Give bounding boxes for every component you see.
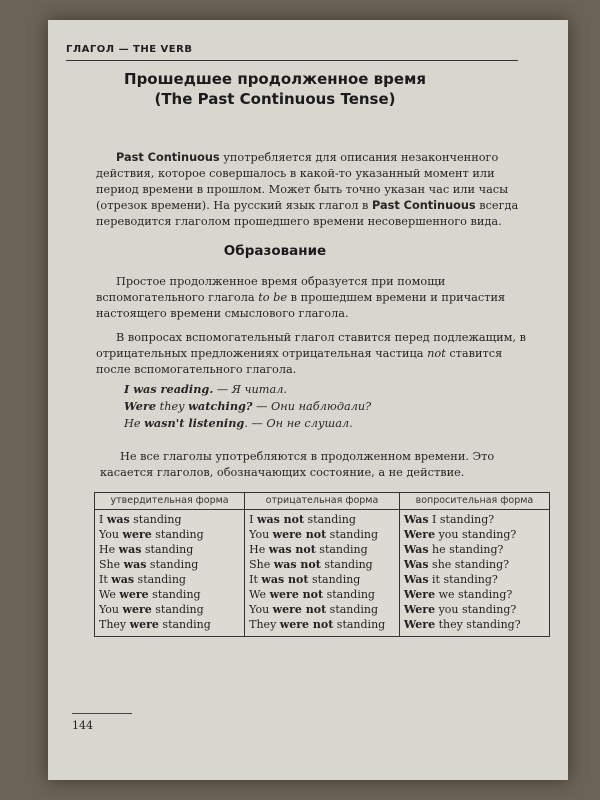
auxiliary-verb: was: [118, 543, 142, 556]
formation-not: not: [427, 347, 446, 360]
auxiliary-verb: was: [123, 558, 147, 571]
auxiliary-verb: Was: [403, 513, 429, 526]
auxiliary-verb: Were: [403, 588, 436, 601]
example-3-subject: He: [124, 417, 145, 430]
interrogative-row: [404, 512, 545, 527]
interrogative-column: [399, 510, 549, 637]
intro-text-1: употребляется для описания незаконченного действия, которое совершалось в какой-то указанный момент или период времени в прошлом. Может быть точно указан час или часы (отрезок времени). На русский язык глагол в: [96, 151, 509, 212]
rest: he standing?: [428, 543, 504, 556]
rest: standing: [320, 558, 373, 571]
rest: I standing?: [428, 513, 495, 526]
auxiliary-verb: Were: [403, 528, 436, 541]
rest: standing: [304, 513, 356, 526]
example-2-aux: Were: [124, 399, 157, 413]
interrogative-row: [404, 542, 545, 557]
auxiliary-verb: were: [119, 588, 149, 601]
affirmative-row: [99, 617, 240, 632]
rest: standing: [151, 603, 204, 616]
auxiliary-verb: Was: [403, 573, 429, 586]
subject: They: [249, 618, 280, 631]
auxiliary-verb: were: [122, 603, 152, 616]
rest: standing: [326, 603, 379, 616]
rest: standing: [151, 528, 204, 541]
subject: It: [249, 573, 262, 586]
rest: standing: [141, 543, 194, 556]
affirmative-row: [99, 602, 240, 617]
negative-column: [245, 510, 400, 637]
interrogative-row: [404, 572, 545, 587]
header-affirmative: утвердительная форма: [95, 493, 245, 510]
auxiliary-verb: was not: [273, 558, 321, 571]
negative-row: [249, 542, 395, 557]
table-header-row: [95, 493, 550, 510]
subject: We: [249, 588, 270, 601]
affirmative-column: [95, 510, 245, 637]
page-title-english: (The Past Continuous Tense): [154, 90, 396, 108]
negative-row: [249, 617, 395, 632]
negative-row: [249, 512, 395, 527]
affirmative-row: [99, 512, 240, 527]
example-3: [124, 415, 353, 432]
auxiliary-verb: Were: [403, 603, 436, 616]
interrogative-row: [404, 527, 545, 542]
auxiliary-verb: were not: [272, 528, 327, 541]
rest: you standing?: [435, 603, 517, 616]
term-past-continuous-2: Past Continuous: [372, 199, 476, 212]
affirmative-row: [99, 572, 240, 587]
formation-text-1a: Простое продолженное время образуется при помощи вспомогательного глагола: [96, 275, 446, 304]
interrogative-row: [404, 617, 545, 632]
subject: You: [249, 603, 273, 616]
auxiliary-verb: was not: [256, 513, 305, 526]
affirmative-row: [99, 587, 240, 602]
auxiliary-verb: was: [111, 573, 135, 586]
affirmative-row: [99, 527, 240, 542]
intro-paragraph: [96, 150, 536, 230]
example-1-translation: — Я читал.: [213, 383, 287, 396]
term-past-continuous: Past Continuous: [116, 151, 220, 164]
auxiliary-verb: were not: [279, 618, 334, 631]
footer-rule: [72, 713, 132, 714]
page-title: Прошедшее продолженное время: [124, 70, 426, 88]
auxiliary-verb: was not: [261, 573, 309, 586]
subject: He: [249, 543, 269, 556]
auxiliary-verb: were: [129, 618, 159, 631]
subject: You: [249, 528, 273, 541]
rest: they standing?: [435, 618, 521, 631]
example-2-verb: watching?: [188, 399, 253, 413]
page-number: 144: [72, 719, 93, 732]
auxiliary-verb: Was: [403, 543, 429, 556]
rest: standing: [333, 618, 386, 631]
subject: We: [99, 588, 120, 601]
table-body-row: [95, 510, 550, 637]
formation-paragraph-2: [96, 330, 536, 378]
auxiliary-verb: was not: [268, 543, 316, 556]
rest: standing: [323, 588, 375, 601]
formation-text-2a: В вопросах вспомогательный глагол ставится перед подлежащим, в отрицательных предложениях отрицательная частица: [96, 331, 526, 360]
negative-row: [249, 557, 395, 572]
auxiliary-verb: Was: [403, 558, 429, 571]
auxiliary-verb: were not: [269, 588, 324, 601]
note-paragraph: Не все глаголы употребляются в продолженном времени. Это касается глаголов, обозначающих состояние, а не действие.: [100, 450, 495, 479]
formation-to-be: to be: [258, 291, 288, 304]
auxiliary-verb: were: [122, 528, 152, 541]
auxiliary-verb: was: [106, 513, 130, 526]
intro-text-2: всегда переводится глаголом прошедшего времени несовершенного вида.: [96, 199, 519, 228]
rest: she standing?: [428, 558, 510, 571]
rest: it standing?: [428, 573, 498, 586]
rest: standing: [158, 618, 211, 631]
interrogative-row: [404, 602, 545, 617]
subject: You: [99, 603, 123, 616]
running-head: ГЛАГОЛ — THE VERB: [66, 44, 193, 55]
header-rule: [66, 60, 518, 61]
affirmative-row: [99, 557, 240, 572]
negative-row: [249, 572, 395, 587]
auxiliary-verb: were not: [272, 603, 327, 616]
subject: It: [99, 573, 112, 586]
conjugation-table: [94, 492, 550, 637]
rest: standing: [308, 573, 361, 586]
interrogative-row: [404, 587, 545, 602]
example-2: [124, 398, 371, 415]
rest: standing: [129, 513, 182, 526]
example-3-translation: . — Он не слушал.: [244, 417, 353, 430]
negative-row: [249, 587, 395, 602]
subject: She: [99, 558, 124, 571]
rest: standing: [134, 573, 186, 586]
rest: standing: [326, 528, 379, 541]
affirmative-row: [99, 542, 240, 557]
negative-row: [249, 602, 395, 617]
subject: He: [99, 543, 119, 556]
rest: standing: [315, 543, 368, 556]
subject: I: [99, 513, 107, 526]
formation-text-2b: ставится после вспомогательного глагола.: [96, 347, 503, 376]
subject: She: [249, 558, 274, 571]
section-title: Образование: [223, 243, 327, 259]
example-3-verb: wasn't listening: [144, 416, 245, 430]
subject: You: [99, 528, 123, 541]
header-interrogative: вопросительная форма: [399, 493, 549, 510]
example-1-english: I was reading.: [124, 382, 214, 396]
example-2-subject: they: [156, 400, 189, 413]
header-negative: отрицательная форма: [245, 493, 400, 510]
interrogative-row: [404, 557, 545, 572]
rest: standing: [148, 588, 201, 601]
subject: I: [249, 513, 257, 526]
example-2-translation: — Они наблюдали?: [252, 400, 372, 413]
negative-row: [249, 527, 395, 542]
subject: They: [99, 618, 130, 631]
formation-text-1b: в прошедшем времени и причастия настоящего времени смыслового глагола.: [96, 291, 506, 320]
rest: you standing?: [435, 528, 517, 541]
formation-paragraph-1: [96, 274, 536, 322]
rest: we standing?: [435, 588, 513, 601]
auxiliary-verb: Were: [403, 618, 436, 631]
example-1: [124, 381, 287, 398]
rest: standing: [146, 558, 199, 571]
